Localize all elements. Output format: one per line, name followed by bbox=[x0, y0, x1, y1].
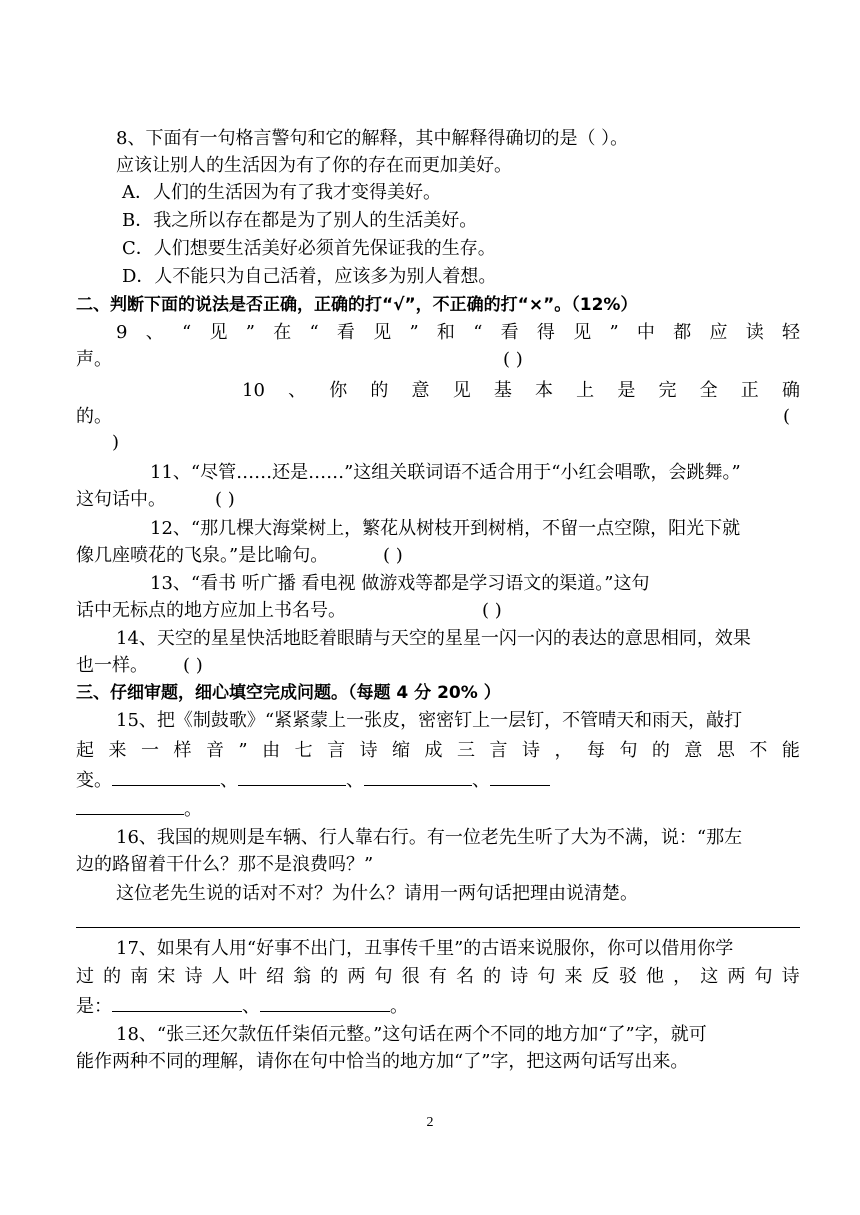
q12-answer-paren: ( ) bbox=[383, 545, 403, 566]
token: 人 bbox=[211, 966, 230, 987]
token: 你 bbox=[329, 380, 348, 401]
token: 轻 bbox=[781, 322, 800, 343]
token: 言 bbox=[327, 740, 346, 761]
token: “ bbox=[473, 322, 483, 343]
token: 言 bbox=[489, 740, 508, 761]
token: 过 bbox=[76, 966, 94, 987]
token: 绍 bbox=[265, 966, 284, 987]
q8-option-b: B．我之所以存在都是为了别人的生活美好。 bbox=[122, 210, 478, 231]
q16-line1: 16、我国的规则是车辆、行人靠右行。有一位老先生听了大为不满，说：“那左 bbox=[116, 827, 743, 848]
q8-option-a: A．人们的生活因为有了我才变得美好。 bbox=[122, 182, 441, 203]
q10-line2: 的。 bbox=[76, 406, 112, 427]
q13-line2: 话中无标点的地方应加上书名号。 bbox=[76, 600, 346, 621]
token: 成 bbox=[424, 740, 443, 761]
token: 七 bbox=[294, 740, 313, 761]
token: ” bbox=[409, 322, 419, 343]
token: 句 bbox=[754, 966, 773, 987]
q8-stem: 8、下面有一句格言警句和它的解释，其中解释得确切的是（ ）。 bbox=[116, 128, 629, 149]
q11-line2: 这句话中。 bbox=[76, 489, 166, 510]
q15-blank-4[interactable] bbox=[490, 767, 550, 786]
q15-line3-start: 变。 bbox=[76, 770, 112, 791]
token: 的 bbox=[103, 966, 122, 987]
q15-blank-2[interactable] bbox=[238, 767, 346, 786]
token: 句 bbox=[619, 740, 638, 761]
token: 10 bbox=[242, 380, 265, 401]
token: 诗 bbox=[510, 966, 529, 987]
token: 上 bbox=[576, 380, 595, 401]
token: 、 bbox=[145, 322, 164, 343]
token: 全 bbox=[699, 380, 718, 401]
token: ， bbox=[554, 740, 573, 761]
token: ” bbox=[245, 322, 255, 343]
token: 句 bbox=[537, 966, 556, 987]
token: 很 bbox=[401, 966, 420, 987]
q17-line3 bbox=[76, 993, 408, 1020]
token: 的 bbox=[651, 740, 670, 761]
token: 意 bbox=[411, 380, 430, 401]
token: 见 bbox=[573, 322, 592, 343]
q17-line1: 17、如果有人用“好事不出门，丑事传千里”的古语来说服你，你可以借用你学 bbox=[116, 938, 734, 959]
q15-separator: 、 bbox=[220, 770, 238, 791]
token: 驳 bbox=[618, 966, 637, 987]
token: ” bbox=[238, 740, 248, 761]
q15-separator: 、 bbox=[472, 770, 490, 791]
token: 9 bbox=[116, 322, 128, 343]
token: 有 bbox=[428, 966, 447, 987]
token: 缩 bbox=[392, 740, 411, 761]
token: 一 bbox=[140, 740, 159, 761]
token: 起 bbox=[76, 740, 94, 761]
q10-paren-open: ( bbox=[783, 406, 791, 427]
token: ” bbox=[609, 322, 619, 343]
q10-paren-close: ) bbox=[112, 432, 120, 453]
q18-line1: 18、“张三还欠款伍仟柒佰元整。”这句话在两个不同的地方加“了”字，就可 bbox=[116, 1024, 707, 1045]
token: ， bbox=[673, 966, 692, 987]
token: 都 bbox=[673, 322, 692, 343]
token: 的 bbox=[320, 966, 339, 987]
q15-line3 bbox=[76, 767, 550, 794]
token: 应 bbox=[709, 322, 728, 343]
q14-line2: 也一样。 bbox=[76, 655, 148, 676]
q17-end: 。 bbox=[390, 996, 408, 1017]
q17-blank-1[interactable] bbox=[112, 993, 242, 1012]
token: 叶 bbox=[238, 966, 257, 987]
q17-blank-2[interactable] bbox=[260, 993, 390, 1012]
token: 翁 bbox=[293, 966, 312, 987]
token: 样 bbox=[173, 740, 192, 761]
token: 不 bbox=[749, 740, 768, 761]
q8-option-c: C．人们想要生活美好必须首先保证我的生存。 bbox=[122, 238, 496, 259]
q15-line2 bbox=[76, 738, 800, 764]
token: 他 bbox=[645, 966, 664, 987]
token: 句 bbox=[374, 966, 393, 987]
token: 诗 bbox=[781, 966, 800, 987]
token: “ bbox=[309, 322, 319, 343]
token: 诗 bbox=[359, 740, 378, 761]
q17-line2 bbox=[76, 964, 800, 990]
q8-quote: 应该让别人的生活因为有了你的存在而更加美好。 bbox=[116, 155, 512, 176]
token: 每 bbox=[586, 740, 605, 761]
q15-line4 bbox=[76, 796, 202, 823]
q16-answer-line[interactable] bbox=[76, 927, 800, 928]
q16-line2: 边的路留着干什么？那不是浪费吗？” bbox=[76, 854, 374, 875]
token: 南 bbox=[130, 966, 149, 987]
q15-blank-4-cont[interactable] bbox=[76, 796, 184, 815]
token: 、 bbox=[288, 380, 307, 401]
token: 得 bbox=[536, 322, 555, 343]
q15-end: 。 bbox=[184, 799, 202, 820]
token: 诗 bbox=[521, 740, 540, 761]
section2-title: 二、判断下面的说法是否正确，正确的打“√”，不正确的打“×”。（12%） bbox=[76, 295, 638, 315]
token: 两 bbox=[347, 966, 366, 987]
token: 在 bbox=[273, 322, 292, 343]
q12-line2: 像几座喷花的飞泉。”是比喻句。 bbox=[76, 545, 329, 566]
section3-title: 三、仔细审题，细心填空完成问题。（每题 4 分 20% ） bbox=[76, 683, 501, 703]
token: 思 bbox=[716, 740, 735, 761]
token: 的 bbox=[483, 966, 502, 987]
token: “ bbox=[181, 322, 192, 343]
q15-blank-3[interactable] bbox=[364, 767, 472, 786]
token: 完 bbox=[658, 380, 677, 401]
q11-line1: 11、“尽管……还是……”这组关联词语不适合用于“小红会唱歌，会跳舞。” bbox=[150, 462, 741, 483]
token: 三 bbox=[457, 740, 476, 761]
q18-line2: 能作两种不同的理解，请你在句中恰当的地方加“了”字，把这两句话写出来。 bbox=[76, 1051, 689, 1072]
token: 由 bbox=[262, 740, 281, 761]
token: 中 bbox=[636, 322, 655, 343]
token: 的 bbox=[370, 380, 389, 401]
q14-line1: 14、天空的星星快活地眨着眼睛与天空的星星一闪一闪的表达的意思相同，效果 bbox=[116, 628, 751, 649]
token: 正 bbox=[740, 380, 759, 401]
token: 和 bbox=[436, 322, 455, 343]
q12-line1: 12、“那几棵大海棠树上，繁花从树枝开到树梢，不留一点空隙，阳光下就 bbox=[150, 518, 741, 539]
q9-line1 bbox=[116, 320, 800, 346]
q15-line1: 15、把《制鼓歌》“紧紧蒙上一张皮，密密钉上一层钉，不管晴天和雨天，敲打 bbox=[116, 710, 743, 731]
q16-line3: 这位老先生说的话对不对？为什么？请用一两句话把理由说清楚。 bbox=[116, 883, 638, 904]
token: 诗 bbox=[184, 966, 203, 987]
page-number: 2 bbox=[426, 1115, 434, 1130]
q13-answer-paren: ( ) bbox=[482, 600, 502, 621]
token: 来 bbox=[564, 966, 583, 987]
token: 反 bbox=[591, 966, 610, 987]
token: 确 bbox=[781, 380, 800, 401]
q13-line1: 13、“看书 听广播 看电视 做游戏等都是学习语文的渠道。”这句 bbox=[150, 573, 650, 594]
token: 宋 bbox=[157, 966, 176, 987]
token: 这 bbox=[700, 966, 719, 987]
token: 意 bbox=[684, 740, 703, 761]
token: 见 bbox=[452, 380, 471, 401]
q15-separator: 、 bbox=[346, 770, 364, 791]
token: 看 bbox=[336, 322, 355, 343]
token: 基 bbox=[493, 380, 512, 401]
q8-option-d: D．人不能只为自己活着，应该多为别人着想。 bbox=[122, 266, 497, 287]
q17-separator: 、 bbox=[242, 996, 260, 1017]
token: 见 bbox=[373, 322, 392, 343]
token: 看 bbox=[500, 322, 519, 343]
token: 来 bbox=[108, 740, 127, 761]
token: 见 bbox=[209, 322, 228, 343]
token: 是 bbox=[617, 380, 636, 401]
token: 音 bbox=[205, 740, 224, 761]
token: 名 bbox=[455, 966, 474, 987]
q11-answer-paren: ( ) bbox=[215, 489, 235, 510]
token: 两 bbox=[727, 966, 746, 987]
q9-line2: 声。 bbox=[76, 349, 112, 370]
q17-line3-start: 是： bbox=[76, 996, 112, 1017]
q14-answer-paren: ( ) bbox=[183, 655, 203, 676]
q10-line1 bbox=[242, 378, 800, 404]
token: 本 bbox=[535, 380, 553, 401]
token: 读 bbox=[745, 322, 764, 343]
q15-blank-1[interactable] bbox=[112, 767, 220, 786]
token: 能 bbox=[781, 740, 800, 761]
q9-answer-paren: ( ) bbox=[503, 349, 523, 370]
